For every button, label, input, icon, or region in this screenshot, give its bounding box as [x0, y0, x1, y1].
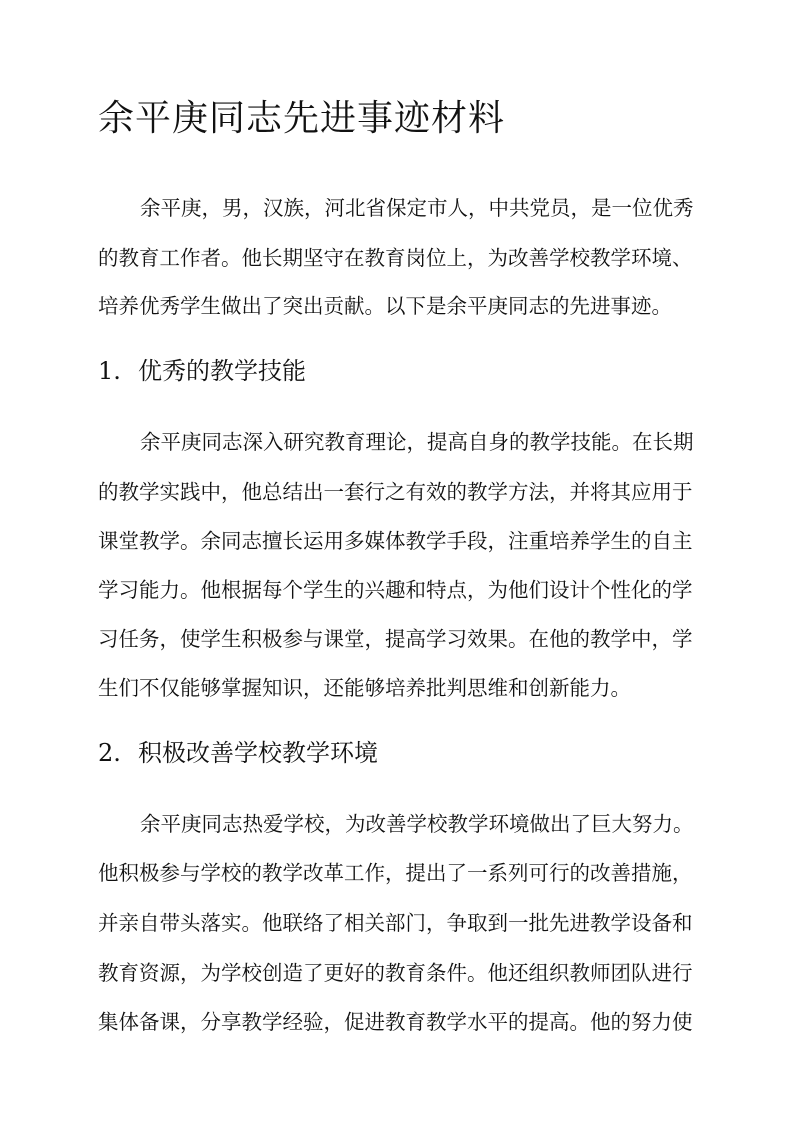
section-number: 1. [98, 357, 121, 385]
section-heading-text: 积极改善学校教学环境 [138, 739, 378, 767]
section-2-line: 集体备课，分享教学经验，促进教育教学水平的提高。他的努力使 [98, 1010, 693, 1034]
section-1-line: 习任务，使学生积极参与课堂，提高学习效果。在他的教学中，学 [98, 627, 693, 651]
section-number: 2. [98, 739, 121, 767]
section-1-line: 余平庚同志深入研究教育理论，提高自身的教学技能。在长期 [140, 430, 694, 454]
section-1-line: 学习能力。他根据每个学生的兴趣和特点，为他们设计个性化的学 [98, 578, 693, 602]
section-2-line: 他积极参与学校的教学改革工作，提出了一系列可行的改善措施， [98, 861, 693, 885]
section-heading [98, 353, 306, 389]
intro-line: 培养优秀学生做出了突出贡献。以下是余平庚同志的先进事迹。 [98, 294, 672, 318]
section-2-line: 并亲自带头落实。他联络了相关部门，争取到一批先进教学设备和 [98, 911, 693, 935]
section-1-line: 的教学实践中，他总结出一套行之有效的教学方法，并将其应用于 [98, 480, 693, 504]
intro-line: 余平庚，男，汉族，河北省保定市人，中共党员，是一位优秀 [140, 196, 694, 220]
section-heading-text: 优秀的教学技能 [138, 357, 306, 385]
intro-line: 的教育工作者。他长期坚守在教育岗位上，为改善学校教学环境、 [98, 246, 693, 270]
section-2-line: 余平庚同志热爱学校，为改善学校教学环境做出了巨大努力。 [140, 812, 694, 836]
section-2-line: 教育资源，为学校创造了更好的教育条件。他还组织教师团队进行 [98, 961, 693, 985]
document-title: 余平庚同志先进事迹材料 [98, 98, 506, 139]
section-1-line: 课堂教学。余同志擅长运用多媒体教学手段，注重培养学生的自主 [98, 529, 693, 553]
section-heading [98, 735, 378, 771]
section-1-line: 生们不仅能够掌握知识，还能够培养批判思维和创新能力。 [98, 676, 631, 700]
